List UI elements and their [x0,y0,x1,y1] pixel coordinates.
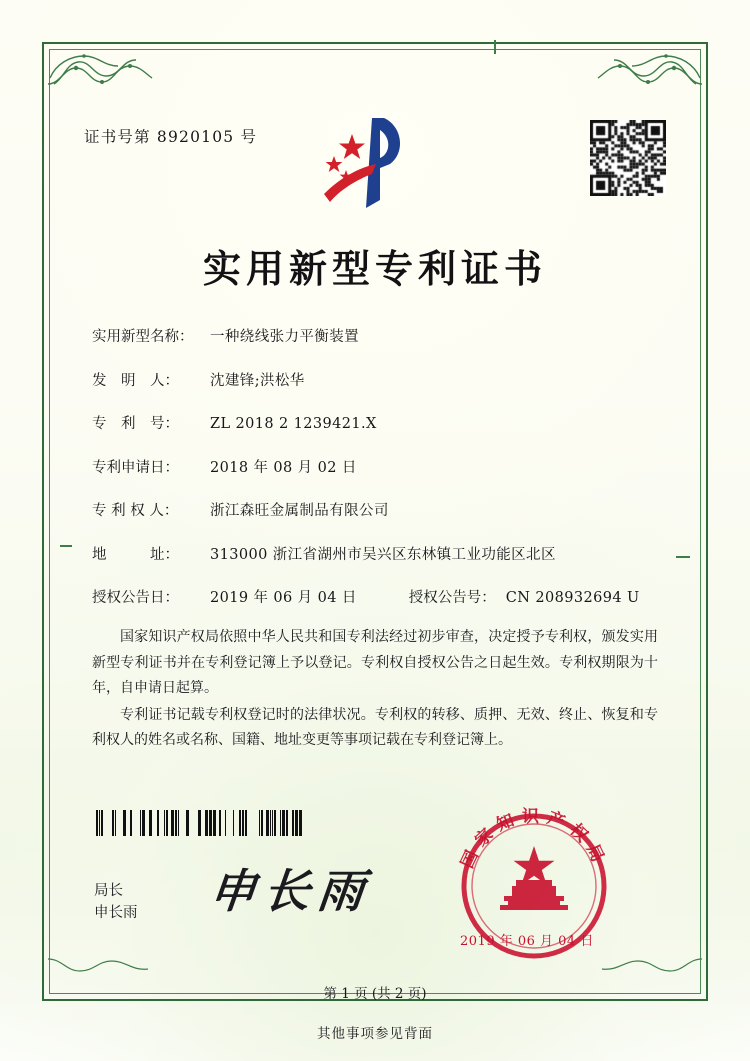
edge-tick-top [494,40,496,54]
signature-title-label: 局长 [94,883,123,899]
field-value: 2019 年 06 月 04 日 [210,590,357,606]
handwritten-signature: 申长雨 [206,864,375,918]
field-row-patent-number [92,412,662,433]
field-value: 313000 浙江省湖州市吴兴区东林镇工业功能区北区 [210,546,556,563]
field-value: ZL 2018 2 1239421.X [210,416,377,432]
barcode-icon [96,810,308,836]
field-value-secondary: CN 208932694 U [505,590,640,606]
field-label: 授权公告日： [92,590,179,606]
field-value: 2018 年 08 月 02 日 [210,459,357,476]
field-row-inventor [92,369,662,390]
signature-labels [94,880,138,924]
field-row-application-date [92,456,662,477]
footer-note: 其他事项参见背面 [317,1026,433,1042]
body-text [92,625,658,755]
page-number: 第 1 页 (共 2 页) [323,986,427,1002]
field-label: 发 明 人： [92,372,179,389]
field-label: 专利申请日： [92,459,179,476]
edge-tick-left [60,545,72,547]
field-label: 地 址： [92,546,179,563]
body-paragraph-2: 专利证书记载专利权登记时的法律状况。专利权的转移、质押、无效、终止、恢复和专利权人的姓名或名称、国籍、地址变更等事项记载在专利登记簿上。 [92,706,658,748]
corner-ornament-top-left-icon [40,34,158,92]
field-row-grant-announcement [92,586,662,607]
field-row-utility-model-name [92,325,662,346]
svg-text:国家知识产权局: 国家知识产权局 [457,807,611,872]
field-label: 实用新型名称： [92,329,194,345]
field-row-patentee [92,499,662,520]
field-value: 沈建锋;洪松华 [210,372,305,389]
field-label: 专 利 号： [92,416,179,432]
seal-date: 2019 年 06 月 04 日 [460,934,594,949]
signature-name-label: 申长雨 [94,905,138,921]
qr-code-icon [590,120,666,196]
field-value: 浙江森旺金属制品有限公司 [210,503,389,519]
fields-list [92,325,662,630]
edge-tick-right [676,556,690,558]
field-row-address [92,543,662,564]
cnipa-logo-icon [310,112,430,217]
field-label-secondary: 授权公告号： [408,590,496,606]
field-label: 专 利 权 人： [92,503,179,519]
field-value: 一种绕线张力平衡装置 [210,329,359,345]
body-paragraph-1: 国家知识产权局依照中华人民共和国专利法经过初步审查，决定授予专利权，颁发实用新型专利证书并在专利登记簿上予以登记。专利权自授权公告之日起生效。专利权期限为十年，自申请日起算。 [92,629,658,696]
corner-ornament-top-right-icon [592,34,710,92]
page-title: 实用新型专利证书 [202,246,547,291]
certificate-number: 证书号第 8920105 号 [84,128,258,146]
